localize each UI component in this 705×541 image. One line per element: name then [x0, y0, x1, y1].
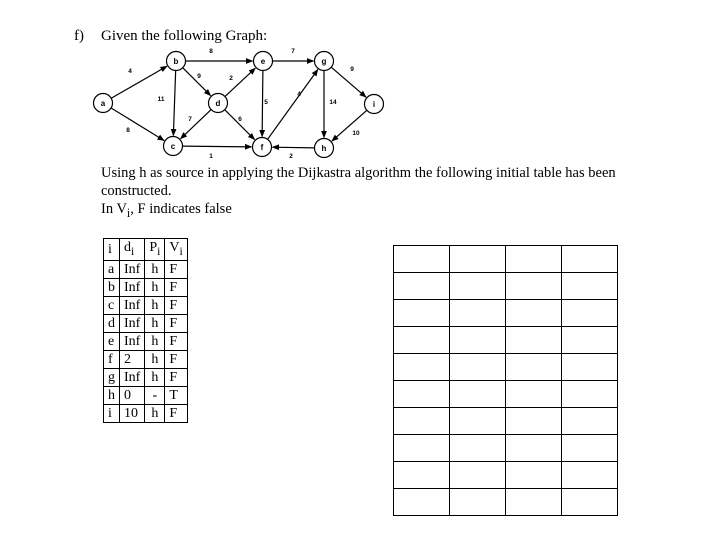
empty-table-row: [394, 381, 618, 408]
empty-table-cell: [394, 246, 450, 273]
empty-table-cell: [506, 381, 562, 408]
table-row: [104, 386, 188, 404]
empty-table-cell: [394, 327, 450, 354]
table-row: [104, 368, 188, 386]
empty-table-row: [394, 246, 618, 273]
empty-table-cell: [450, 273, 506, 300]
empty-table-row: [394, 327, 618, 354]
empty-table-cell: [450, 408, 506, 435]
graph-node-h: [315, 139, 334, 158]
graph-node-c: [164, 137, 183, 156]
empty-table-cell: [394, 408, 450, 435]
table-cell: Inf: [120, 260, 145, 278]
table-cell: Inf: [120, 332, 145, 350]
table-cell: Inf: [120, 296, 145, 314]
edge-weight-f-g: 4: [297, 91, 301, 98]
graph-node-label-e: e: [260, 57, 266, 66]
edge-f-g: [268, 70, 318, 140]
empty-table-cell: [562, 246, 618, 273]
edge-weight-d-c: 7: [188, 116, 192, 123]
edge-weight-c-f: 1: [209, 153, 213, 160]
empty-table-cell: [450, 354, 506, 381]
table-cell: h: [104, 386, 120, 404]
header-base: i: [108, 241, 112, 257]
graph-node-g: [315, 52, 334, 71]
empty-table-cell: [450, 435, 506, 462]
table-cell: F: [165, 332, 187, 350]
empty-table-cell: [562, 435, 618, 462]
header-subscript: i: [157, 244, 161, 258]
table-cell: c: [104, 296, 120, 314]
vi-note-sub: i: [126, 205, 131, 220]
edge-weight-h-f: 2: [289, 153, 293, 160]
empty-table-row: [394, 354, 618, 381]
header-base: P: [149, 240, 158, 255]
dijkstra-initial-table: [103, 238, 188, 423]
graph-node-e: [254, 52, 273, 71]
empty-table-cell: [450, 327, 506, 354]
graph-node-i: [365, 95, 384, 114]
empty-table-row: [394, 462, 618, 489]
table-cell: h: [145, 350, 165, 368]
table-cell: 0: [120, 386, 145, 404]
edge-h-f: [272, 147, 314, 148]
empty-table-row: [394, 408, 618, 435]
edge-d-c: [181, 110, 212, 139]
empty-table-cell: [562, 408, 618, 435]
edge-weight-b-c: 11: [157, 96, 165, 103]
table-cell: b: [104, 278, 120, 296]
weighted-directed-graph: [0, 0, 705, 175]
empty-table-cell: [506, 408, 562, 435]
edge-weight-g-i: 9: [350, 66, 354, 73]
graph-node-label-a: a: [100, 99, 106, 108]
empty-table-cell: [450, 246, 506, 273]
table-row: [104, 314, 188, 332]
empty-table-cell: [506, 354, 562, 381]
graph-node-label-d: d: [215, 99, 221, 108]
empty-table-cell: [562, 462, 618, 489]
table-row: [104, 260, 188, 278]
header-subscript: i: [179, 244, 183, 258]
empty-table-row: [394, 489, 618, 516]
empty-table-cell: [562, 489, 618, 516]
table-cell: F: [165, 350, 187, 368]
edge-a-c: [111, 108, 164, 141]
empty-table-cell: [506, 489, 562, 516]
table-cell: 10: [120, 404, 145, 422]
vi-note-prefix: In V: [101, 201, 127, 217]
empty-table-cell: [562, 273, 618, 300]
edge-weight-g-h: 14: [329, 99, 337, 106]
edge-b-c: [173, 70, 175, 135]
edge-e-f: [262, 70, 263, 136]
table-row: [104, 296, 188, 314]
table-cell: i: [104, 404, 120, 422]
edge-weight-e-g: 7: [291, 48, 295, 55]
graph-node-label-g: g: [321, 57, 327, 66]
edge-weight-e-f: 5: [264, 99, 268, 106]
table-cell: f: [104, 350, 120, 368]
table-cell: F: [165, 278, 187, 296]
empty-table-cell: [394, 300, 450, 327]
table-row: [104, 278, 188, 296]
table-cell: h: [145, 278, 165, 296]
edge-weight-i-h: 10: [352, 130, 360, 137]
empty-table-cell: [394, 435, 450, 462]
table-cell: d: [104, 314, 120, 332]
table-row: [104, 332, 188, 350]
edge-d-e: [225, 68, 255, 96]
empty-table-cell: [394, 381, 450, 408]
table-cell: Inf: [120, 314, 145, 332]
graph-node-label-f: f: [260, 143, 264, 152]
table-header-cell: [165, 239, 187, 261]
header-base: d: [124, 240, 131, 255]
edge-weight-d-e: 2: [229, 75, 233, 82]
edge-weight-a-b: 4: [128, 68, 132, 75]
table-cell: h: [145, 314, 165, 332]
edge-weight-d-f: 6: [238, 116, 242, 123]
table-header-row: [104, 239, 188, 261]
table-cell: e: [104, 332, 120, 350]
vi-note-rest: , F indicates false: [130, 201, 232, 217]
empty-table-cell: [562, 381, 618, 408]
question-label: f): [74, 28, 84, 44]
edge-d-f: [225, 110, 255, 140]
empty-table-row: [394, 435, 618, 462]
table-cell: Inf: [120, 368, 145, 386]
table-header-cell: [104, 239, 120, 261]
edge-b-d: [183, 68, 211, 96]
empty-table-row: [394, 300, 618, 327]
edge-weight-a-c: 8: [126, 127, 130, 134]
graph-node-label-i: i: [372, 100, 376, 109]
table-cell: T: [165, 386, 187, 404]
empty-table-cell: [562, 327, 618, 354]
table-cell: h: [145, 332, 165, 350]
table-cell: Inf: [120, 278, 145, 296]
empty-table-cell: [394, 489, 450, 516]
empty-table-cell: [450, 381, 506, 408]
empty-table-cell: [506, 327, 562, 354]
edge-c-f: [182, 146, 251, 147]
table-cell: h: [145, 296, 165, 314]
table-cell: g: [104, 368, 120, 386]
empty-table-cell: [562, 300, 618, 327]
vi-note: [101, 200, 232, 222]
graph-node-label-h: h: [321, 144, 327, 153]
edge-a-b: [111, 66, 167, 98]
graph-node-label-b: b: [173, 57, 179, 66]
graph-node-a: [94, 94, 113, 113]
graph-node-d: [209, 94, 228, 113]
empty-table-cell: [394, 462, 450, 489]
empty-table-cell: [506, 246, 562, 273]
empty-table-cell: [506, 273, 562, 300]
header-subscript: i: [131, 244, 135, 258]
header-base: V: [169, 240, 180, 255]
empty-table-cell: [506, 300, 562, 327]
table-cell: F: [165, 314, 187, 332]
table-cell: a: [104, 260, 120, 278]
table-cell: F: [165, 296, 187, 314]
empty-table-cell: [450, 489, 506, 516]
table-cell: -: [145, 386, 165, 404]
empty-table-cell: [506, 435, 562, 462]
graph-node-label-c: c: [170, 142, 176, 151]
empty-table-cell: [562, 354, 618, 381]
table-cell: F: [165, 368, 187, 386]
instruction-paragraph: Using h as source in applying the Dijkastra algorithm the following initial table has been constructed.: [101, 165, 616, 199]
empty-answer-table: [393, 245, 618, 516]
table-cell: F: [165, 404, 187, 422]
table-cell: h: [145, 260, 165, 278]
edge-i-h: [332, 110, 367, 141]
table-header-cell: [120, 239, 145, 261]
question-text: Given the following Graph:: [101, 28, 268, 44]
empty-table-cell: [394, 273, 450, 300]
table-cell: 2: [120, 350, 145, 368]
graph-node-b: [167, 52, 186, 71]
graph-node-f: [253, 138, 272, 157]
empty-table-cell: [450, 300, 506, 327]
table-row: [104, 404, 188, 422]
table-cell: h: [145, 368, 165, 386]
edge-g-i: [331, 67, 366, 97]
empty-table-row: [394, 273, 618, 300]
table-header-cell: [145, 239, 165, 261]
table-cell: F: [165, 260, 187, 278]
edge-weight-b-e: 8: [209, 48, 213, 55]
empty-table-cell: [506, 462, 562, 489]
empty-table-cell: [394, 354, 450, 381]
empty-table-cell: [450, 462, 506, 489]
table-row: [104, 350, 188, 368]
edge-weight-b-d: 9: [197, 73, 201, 80]
table-cell: h: [145, 404, 165, 422]
